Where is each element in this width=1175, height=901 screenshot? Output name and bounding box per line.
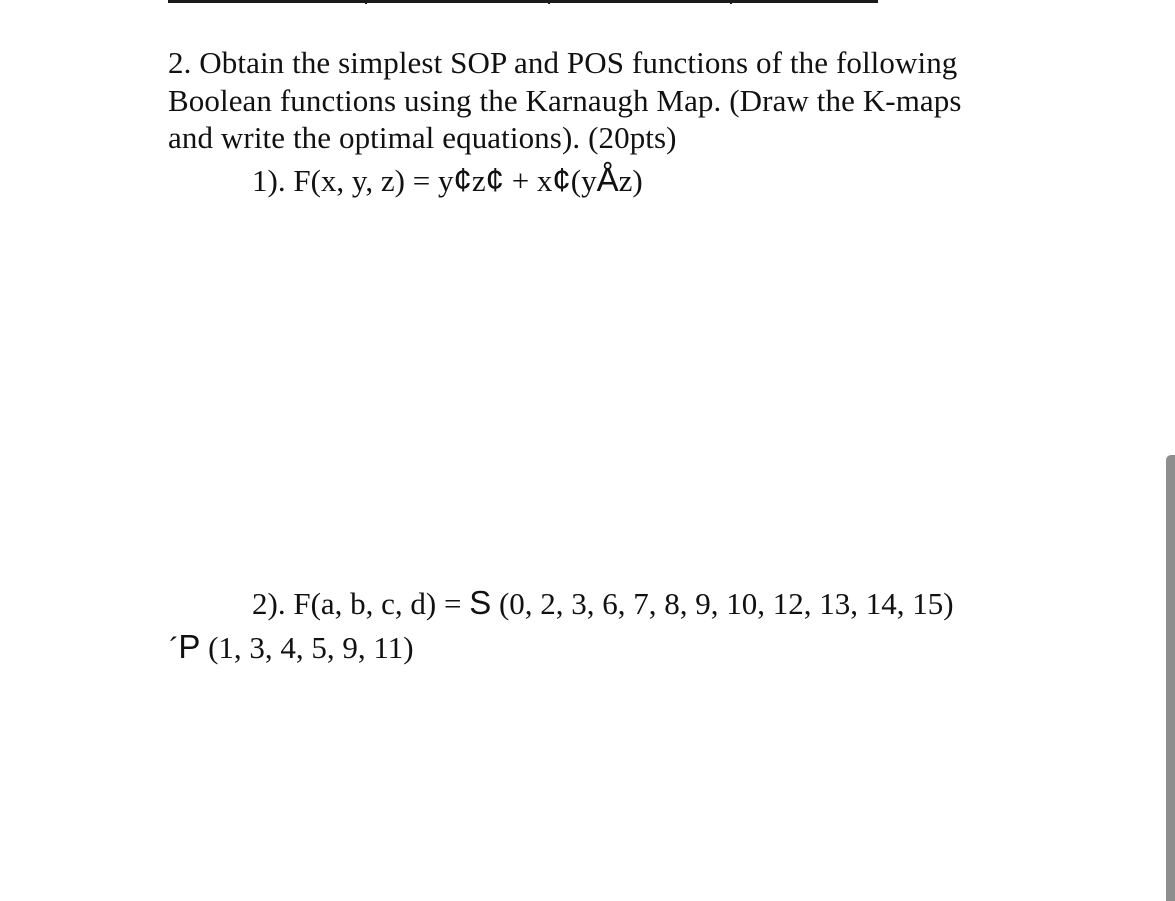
- prime-glyph: ¢: [552, 161, 571, 198]
- q1-text: z): [618, 163, 643, 198]
- problem-line: and write the optimal equations). (20pts): [168, 120, 677, 155]
- q2-dontcares: (1, 3, 4, 5, 9, 11): [200, 630, 414, 665]
- top-rule: [168, 0, 878, 3]
- q1-text: + x: [503, 163, 553, 198]
- problem-line: 2. Obtain the simplest SOP and POS functions of the following: [168, 45, 958, 80]
- q1-text: z: [471, 163, 486, 198]
- vertical-scrollbar[interactable]: [1166, 455, 1175, 901]
- top-rule-tick: [730, 0, 732, 4]
- subquestion-2-continuation: [168, 627, 414, 668]
- subquestion-2: [252, 583, 954, 624]
- q2-text: 2). F(a, b, c, d) =: [252, 586, 470, 621]
- q1-text: 1). F(x, y, z) = y: [252, 163, 454, 198]
- prime-glyph: ¢: [453, 161, 472, 198]
- q1-text: (y: [570, 163, 597, 198]
- top-rule-tick: [365, 0, 367, 4]
- sigma-glyph: S: [469, 584, 492, 621]
- pi-glyph: P: [178, 628, 201, 665]
- problem-line: Boolean functions using the Karnaugh Map. (Draw the K-maps: [168, 82, 962, 118]
- plus-mark: ´: [168, 630, 179, 665]
- q2-minterms: (0, 2, 3, 6, 7, 8, 9, 10, 12, 13, 14, 15): [491, 586, 954, 621]
- top-rule-tick: [548, 0, 550, 4]
- problem-statement: [168, 44, 1028, 157]
- xor-glyph: Å: [596, 161, 619, 198]
- prime-glyph: ¢: [485, 161, 504, 198]
- subquestion-1: [252, 161, 643, 199]
